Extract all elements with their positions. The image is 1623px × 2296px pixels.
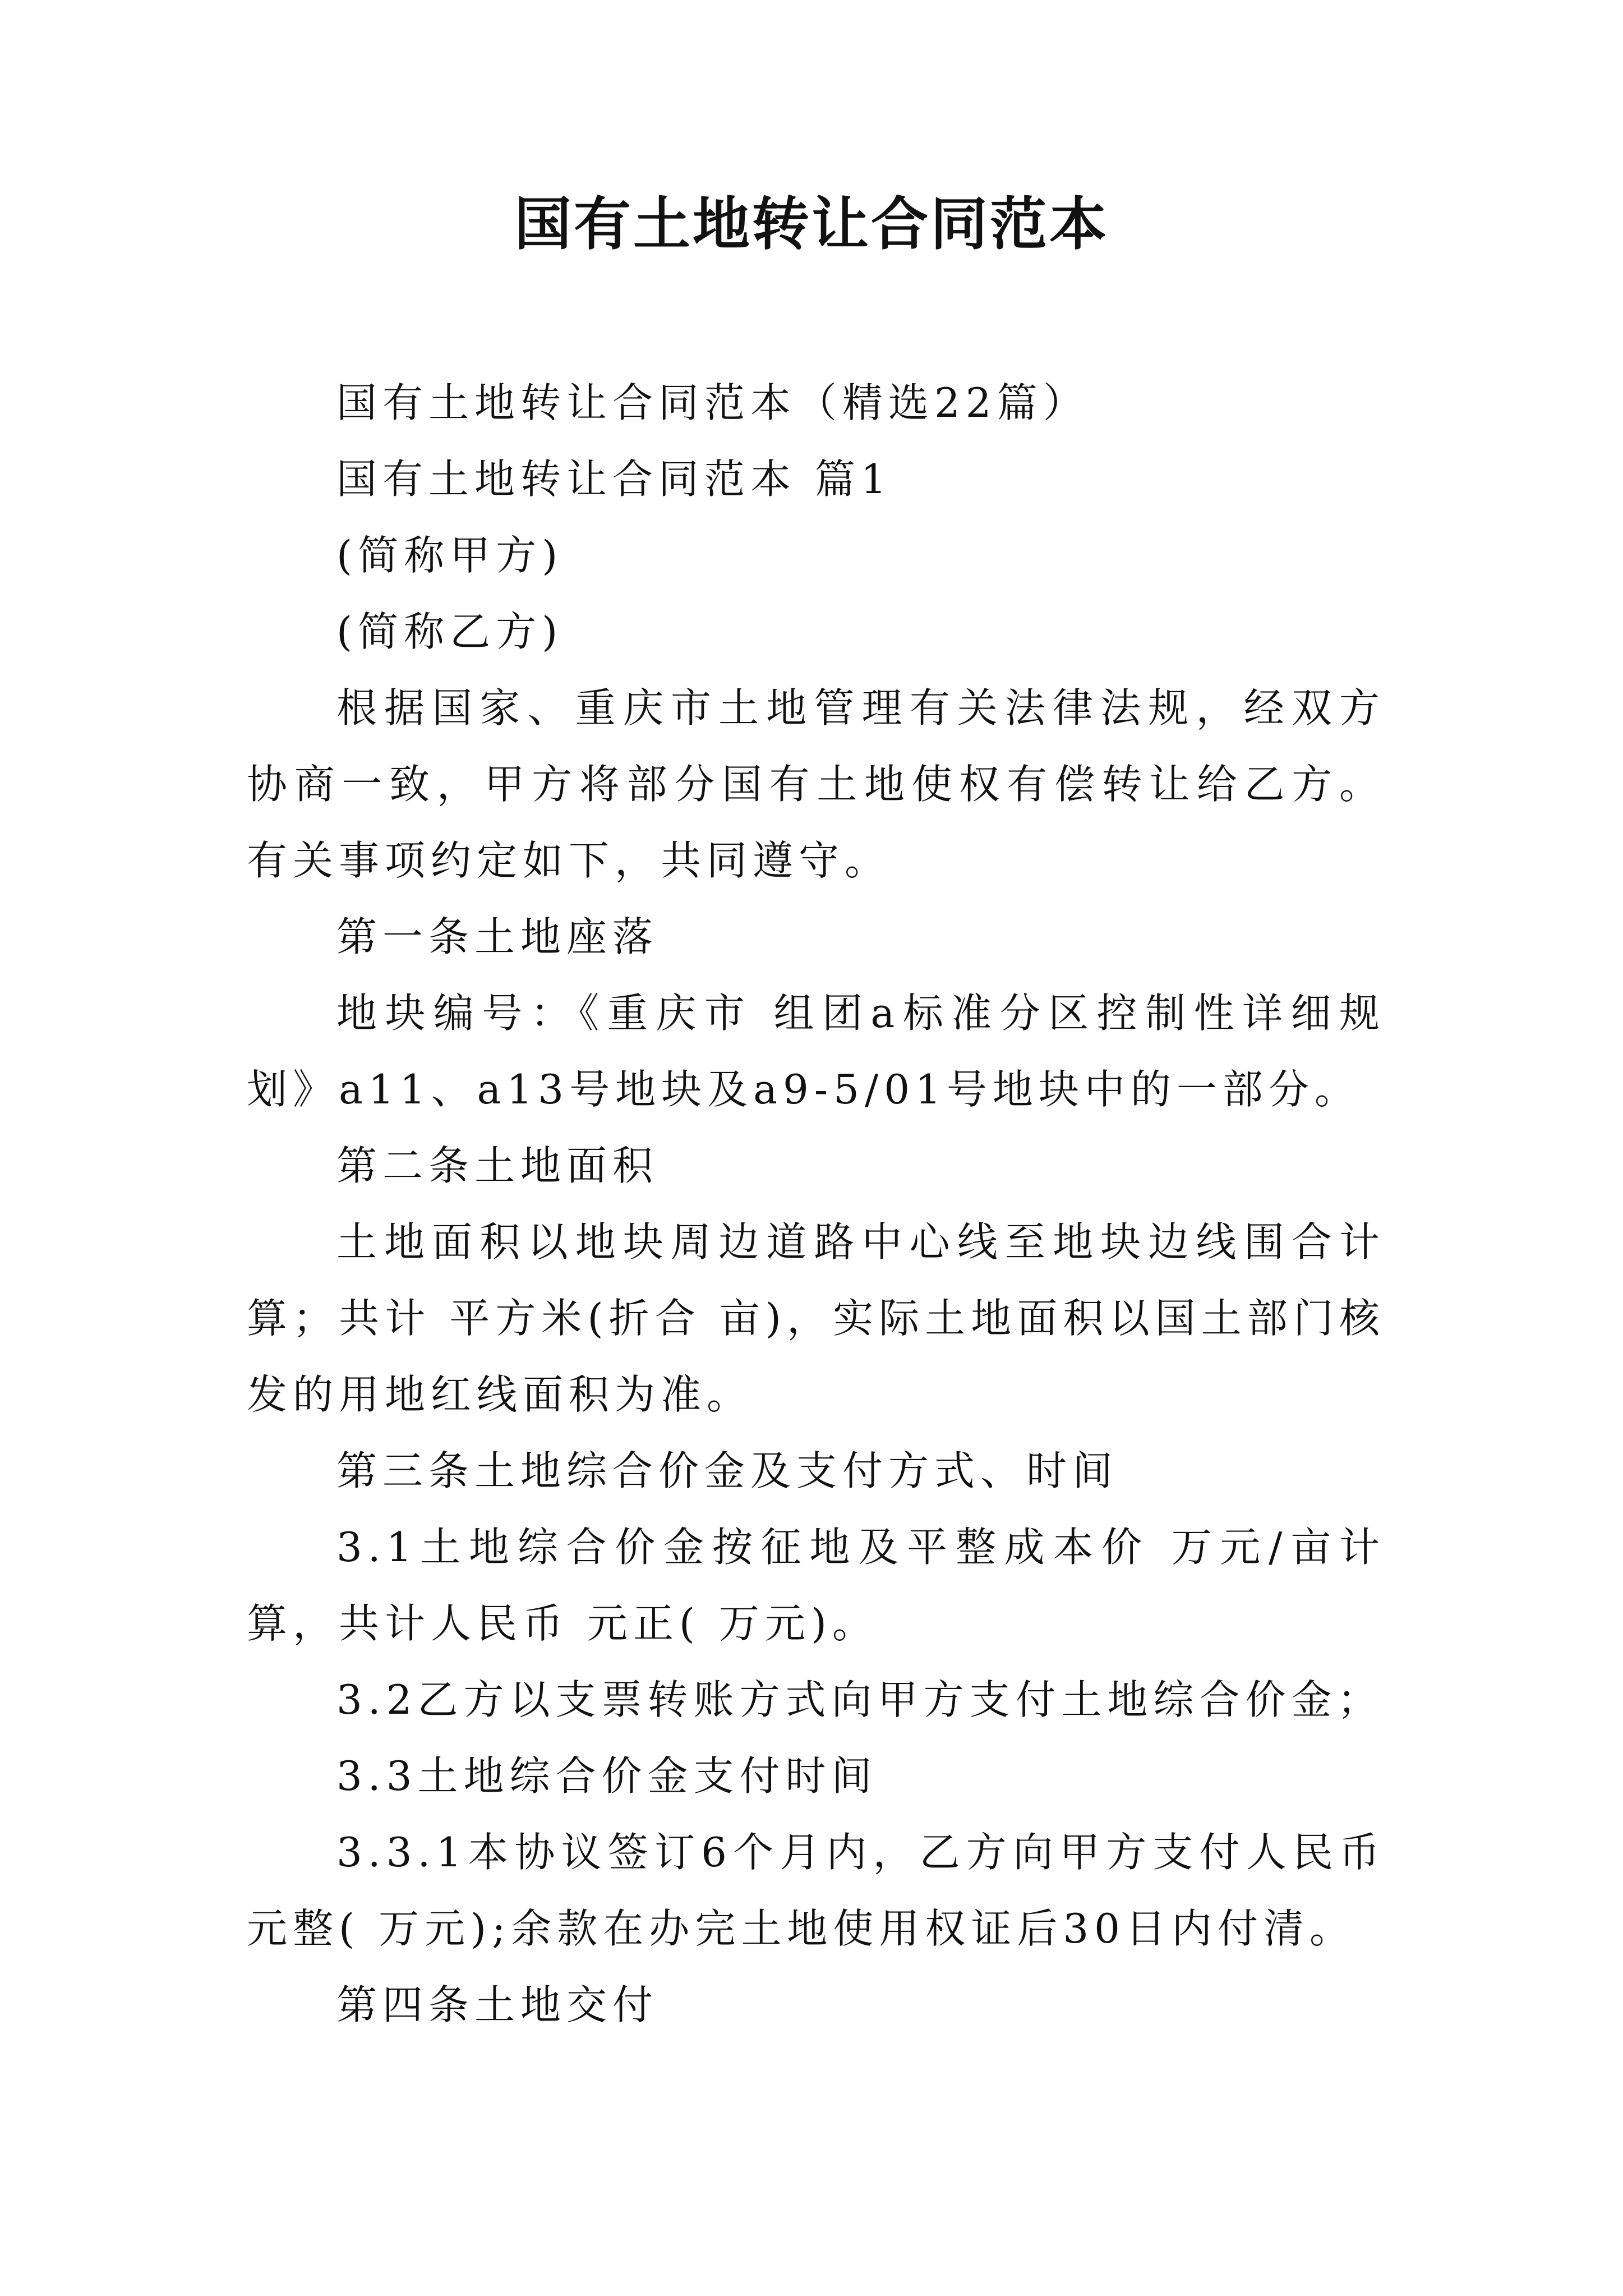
paragraph-article-3-heading: 第三条土地综合价金及支付方式、时间 (336, 1447, 1119, 1494)
paragraph-subtitle: 国有土地转让合同范本（精选22篇） (336, 379, 1089, 426)
document-title: 国有土地转让合同范本 (514, 191, 1109, 258)
paragraph-article-2-body: 土地面积以地块周边道路中心线至地块边线围合计算；共计 平方米(折合 亩)，实际土地面积以国土部门核发的用地红线面积为准。 (247, 1218, 1385, 1418)
paragraph-party-a: (简称甲方) (336, 532, 564, 579)
paragraph-party-b: (简称乙方) (336, 608, 564, 655)
paragraph-article-2-heading: 第二条土地面积 (336, 1142, 659, 1189)
paragraph-preamble: 根据国家、重庆市土地管理有关法律法规，经双方协商一致，甲方将部分国有土地使权有偿转让给乙方。有关事项约定如下，共同遵守。 (247, 684, 1385, 884)
paragraph-article-3-3-1: 3.3.1本协议签订6个月内，乙方向甲方支付人民币 元整( 万元);余款在办完土地使用权证后30日内付清。 (247, 1829, 1385, 1952)
paragraph-article-4-heading: 第四条土地交付 (336, 1981, 659, 2028)
paragraph-article-3-1: 3.1土地综合价金按征地及平整成本价 万元/亩计算，共计人民币 元正( 万元)。 (247, 1524, 1385, 1647)
paragraph-article-3-2: 3.2乙方以支票转账方式向甲方支付土地综合价金； (336, 1676, 1384, 1723)
paragraph-section-heading: 国有土地转让合同范本 篇1 (336, 455, 892, 503)
paragraph-article-1-body: 地块编号：《重庆市 组团a标准分区控制性详细规划》a11、a13号地块及a9-5/01号地块中的一部分。 (247, 990, 1385, 1113)
paragraph-article-1-heading: 第一条土地座落 (336, 913, 659, 960)
paragraph-article-3-3: 3.3土地综合价金支付时间 (336, 1752, 878, 1800)
document-body (247, 365, 1385, 2043)
